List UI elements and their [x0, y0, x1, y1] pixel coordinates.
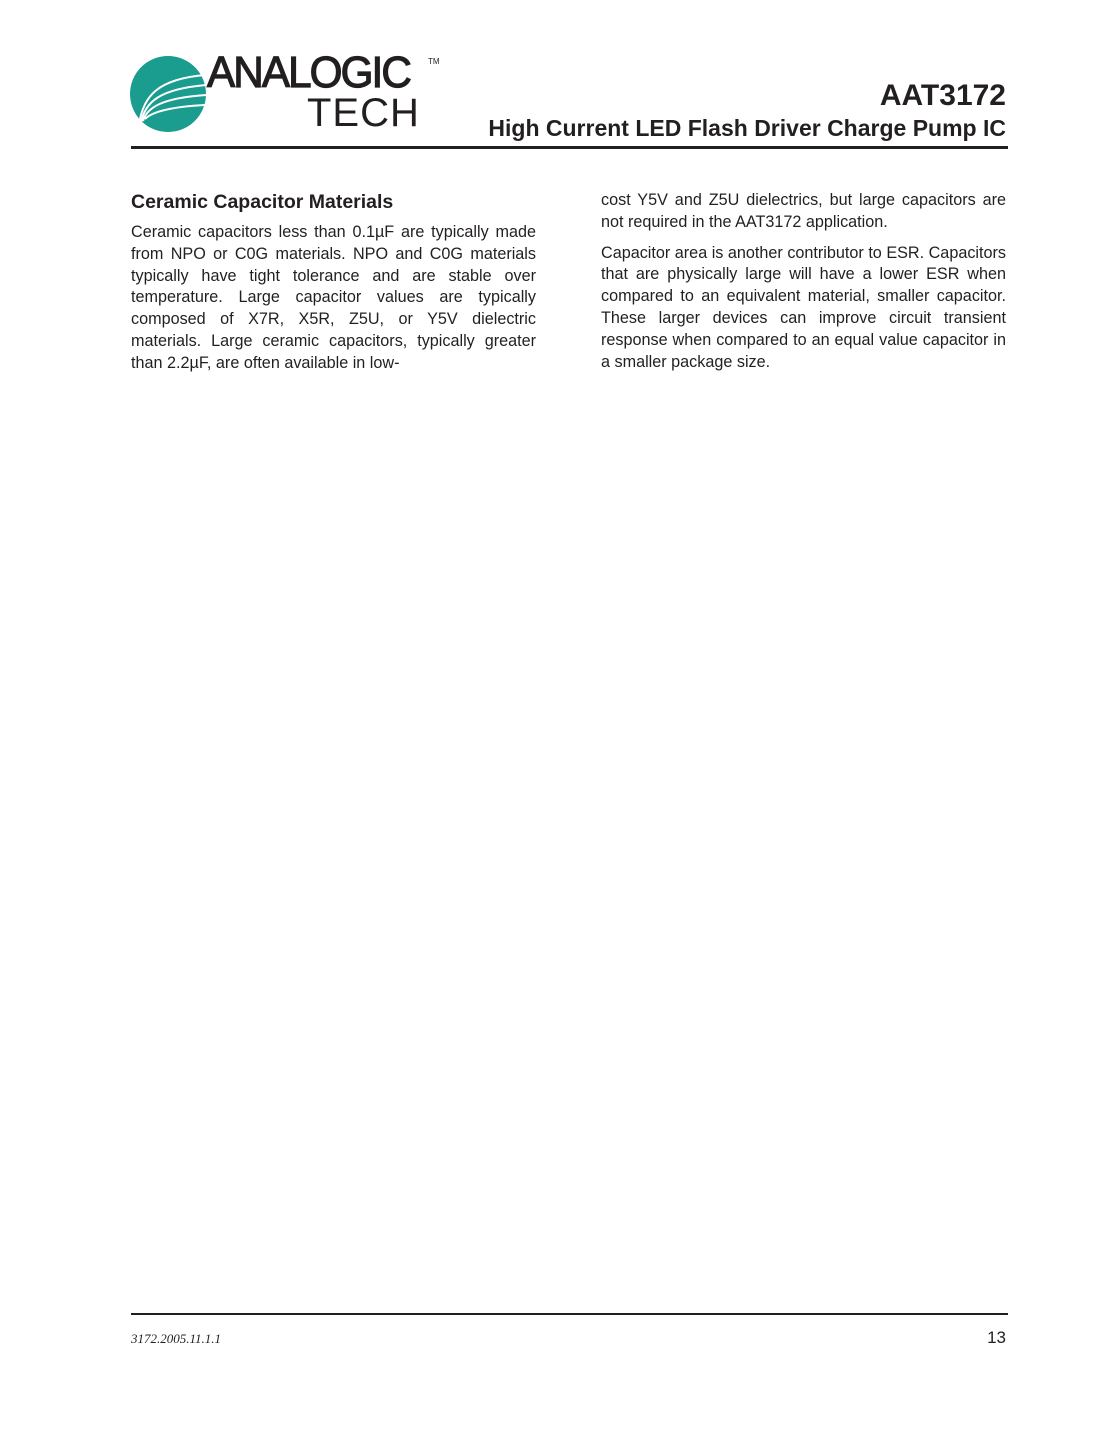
document-code: 3172.2005.11.1.1 [131, 1331, 222, 1346]
logo-text-analogic: ANALOGIC [207, 48, 410, 97]
logo-trademark: TM [428, 57, 440, 66]
body-paragraph: Ceramic capacitors less than 0.1µF are typically made from NPO or C0G materials. NPO and C0G materials typically have tight tolerance and are stable over temperature. Large capacitor values are typically composed of X7R, X5R, Z5U, or Y5V dielectric materials. Large ceramic capacitors, typically greater than 2.2µF, are often available in low- [131, 223, 536, 372]
document-subtitle: High Current LED Flash Driver Charge Pump IC [488, 115, 1006, 141]
page-number: 13 [987, 1328, 1006, 1347]
part-number: AAT3172 [879, 79, 1006, 112]
logo-circle-icon [129, 55, 207, 133]
left-column [131, 190, 536, 384]
company-logo [129, 48, 440, 135]
right-column [601, 190, 1006, 382]
body-paragraph: cost Y5V and Z5U dielectrics, but large capacitors are not required in the AAT3172 application. [601, 191, 1006, 231]
header-divider [131, 146, 1008, 149]
body-paragraph: Capacitor area is another contributor to ESR. Capacitors that are physically large will have a lower ESR when compared to an equivalent material, smaller capacitor. These larger devices can improve circuit transient response when compared to an equal value capacitor in a smaller package size. [601, 243, 1006, 371]
footer-divider [131, 1313, 1008, 1315]
logo-text-tech: TECH [307, 91, 420, 135]
section-heading: Ceramic Capacitor Materials [131, 191, 394, 213]
